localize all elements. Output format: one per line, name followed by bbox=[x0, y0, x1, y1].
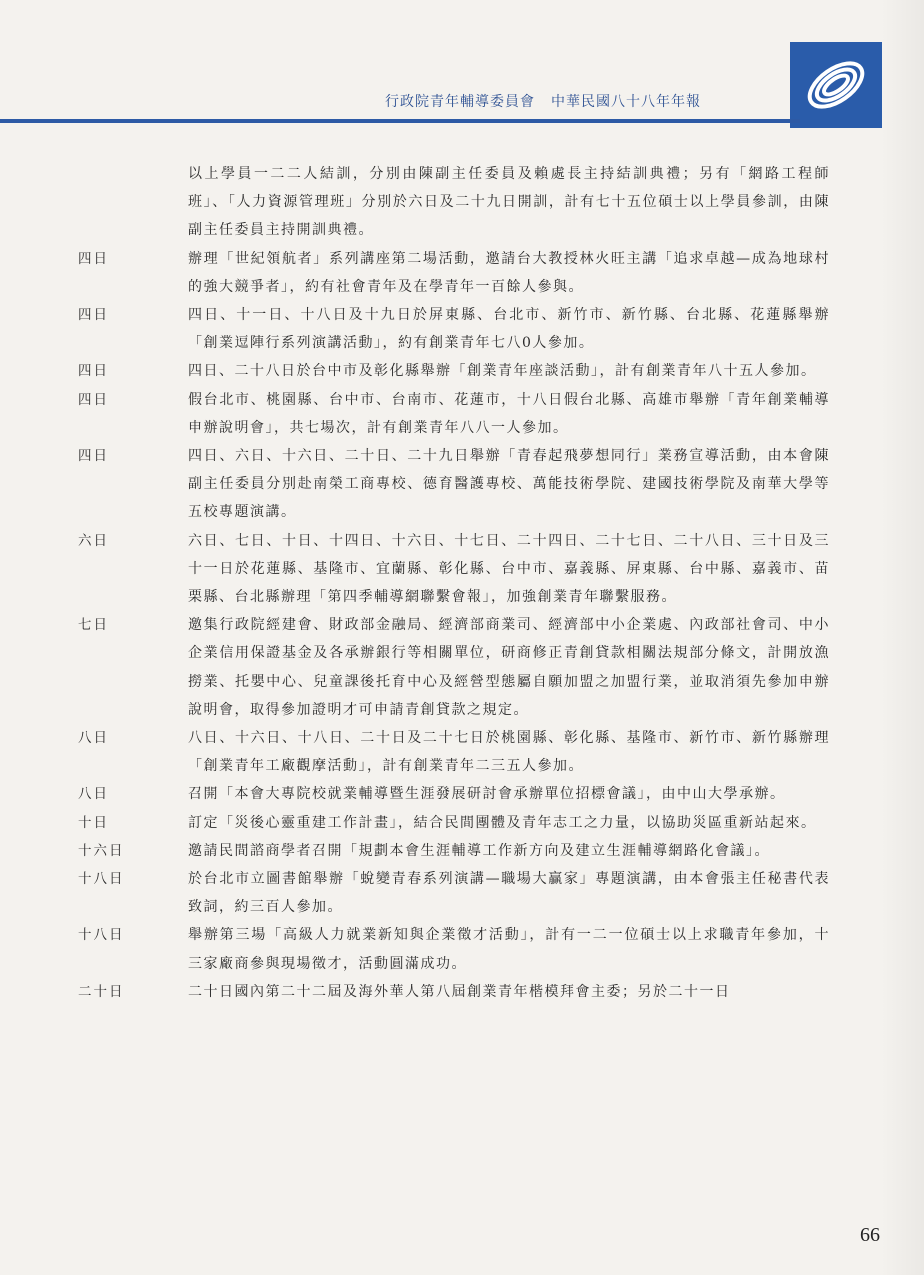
header-report: 中華民國八十八年年報 bbox=[551, 94, 701, 110]
entry-date: 六日 bbox=[78, 532, 109, 549]
entry bbox=[0, 160, 924, 245]
entry bbox=[0, 386, 924, 442]
entry-text: 以上學員一二二人結訓，分別由陳副主任委員及賴處長主持結訓典禮；另有「網路工程師班」、「人力資源管理班」分別於六日及二十九日開訓，計有七十五位碩士以上學員參訓，由陳副主任委員主持開訓典禮。 bbox=[188, 166, 830, 239]
entry-text: 邀集行政院經建會、財政部金融局、經濟部商業司、經濟部中小企業處、內政部社會司、中小企業信用保證基金及各承辦銀行等相關單位，研商修正青創貸款相關法規部分條文，計開放漁撈業、托嬰中心、兒童課後托育中心及經營型態屬自願加盟之加盟行業，並取消須先參加申辦說明會，取得參加證明才可申請青創貸款之規定。 bbox=[188, 617, 830, 718]
entry-text: 二十日國內第二十二屆及海外華人第八屆創業青年楷模拜會主委；另於二十一日 bbox=[188, 983, 731, 1000]
logo-emblem bbox=[790, 42, 882, 128]
entry-text: 六日、七日、十日、十四日、十六日、十七日、二十四日、二十七日、二十八日、三十日及三十一日於花蓮縣、基隆市、宜蘭縣、彰化縣、台中市、嘉義縣、屏東縣、台中縣、嘉義市、苗栗縣、台北縣辦理「第四季輔導網聯繫會報」，加強創業青年聯繫服務。 bbox=[188, 532, 830, 606]
entry-text: 辦理「世紀領航者」系列講座第二場活動，邀請台大教授林火旺主講「追求卓越—成為地球村的強大競爭者」，約有社會青年及在學青年一百餘人參與。 bbox=[188, 250, 830, 295]
entry bbox=[0, 865, 924, 921]
entry bbox=[0, 611, 924, 724]
entry-date: 十六日 bbox=[78, 842, 125, 859]
entry-text: 召開「本會大專院校就業輔導暨生涯發展研討會承辦單位招標會議」，由中山大學承辦。 bbox=[188, 786, 786, 803]
entry-date: 四日 bbox=[78, 391, 109, 408]
entry-date: 二十日 bbox=[78, 983, 125, 1000]
entry-date: 十八日 bbox=[78, 871, 125, 888]
entry bbox=[0, 442, 924, 527]
entry-date: 四日 bbox=[78, 250, 109, 267]
entry bbox=[0, 921, 924, 977]
entry bbox=[0, 301, 924, 357]
entry-date: 四日 bbox=[78, 363, 109, 380]
entry bbox=[0, 809, 924, 837]
entry bbox=[0, 724, 924, 780]
entry-date: 十八日 bbox=[78, 927, 125, 944]
entry-date: 八日 bbox=[78, 730, 109, 747]
running-header bbox=[385, 91, 785, 111]
entry bbox=[0, 527, 924, 612]
entry bbox=[0, 357, 924, 385]
entry-date: 四日 bbox=[78, 307, 109, 324]
entry-text: 假台北市、桃園縣、台中市、台南市、花蓮市，十八日假台北縣、高雄市舉辦「青年創業輔導申辦說明會」，共七場次，計有創業青年八八一人參加。 bbox=[188, 391, 830, 436]
entry bbox=[0, 837, 924, 865]
page-number: 66 bbox=[860, 1224, 880, 1246]
chronicle-entries bbox=[0, 160, 924, 1006]
entry-text: 四日、二十八日於台中市及彰化縣舉辦「創業青年座談活動」，計有創業青年八十五人參加。 bbox=[188, 363, 817, 380]
entry-date: 四日 bbox=[78, 448, 109, 465]
entry-text: 訂定「災後心靈重建工作計畫」，結合民間團體及青年志工之力量，以協助災區重新站起來。 bbox=[188, 814, 817, 831]
entry-date: 七日 bbox=[78, 617, 109, 634]
entry bbox=[0, 780, 924, 808]
header-rule bbox=[0, 119, 800, 123]
entry-text: 四日、六日、十六日、二十日、二十九日舉辦「青春起飛夢想同行」業務宣導活動，由本會陳副主任委員分別赴南榮工商專校、德育醫護專校、萬能技術學院、建國技術學院及南華大學等五校專題演講。 bbox=[188, 448, 830, 521]
rings-logo-icon bbox=[790, 42, 882, 128]
entry bbox=[0, 245, 924, 301]
entry-date: 八日 bbox=[78, 786, 109, 803]
entry-text: 四日、十一日、十八日及十九日於屏東縣、台北市、新竹市、新竹縣、台北縣、花蓮縣舉辦「創業逗陣行系列演講活動」，約有創業青年七八0人參加。 bbox=[188, 307, 830, 352]
entry-date: 十日 bbox=[78, 814, 109, 831]
header-org: 行政院青年輔導委員會 bbox=[385, 94, 535, 110]
entry-text: 邀請民間諮商學者召開「規劃本會生涯輔導工作新方向及建立生涯輔導網路化會議」。 bbox=[188, 842, 770, 859]
entry bbox=[0, 978, 924, 1006]
entry-text: 於台北市立圖書館舉辦「蛻變青春系列演講—職場大贏家」專題演講，由本會張主任秘書代表致詞，約三百人參加。 bbox=[188, 871, 830, 916]
entry-text: 八日、十六日、十八日、二十日及二十七日於桃園縣、彰化縣、基隆市、新竹市、新竹縣辦理「創業青年工廠觀摩活動」，計有創業青年二三五人參加。 bbox=[188, 730, 830, 775]
entry-text: 舉辦第三場「高級人力就業新知與企業徵才活動」，計有一二一位碩士以上求職青年參加，十三家廠商參與現場徵才，活動圓滿成功。 bbox=[188, 927, 830, 972]
